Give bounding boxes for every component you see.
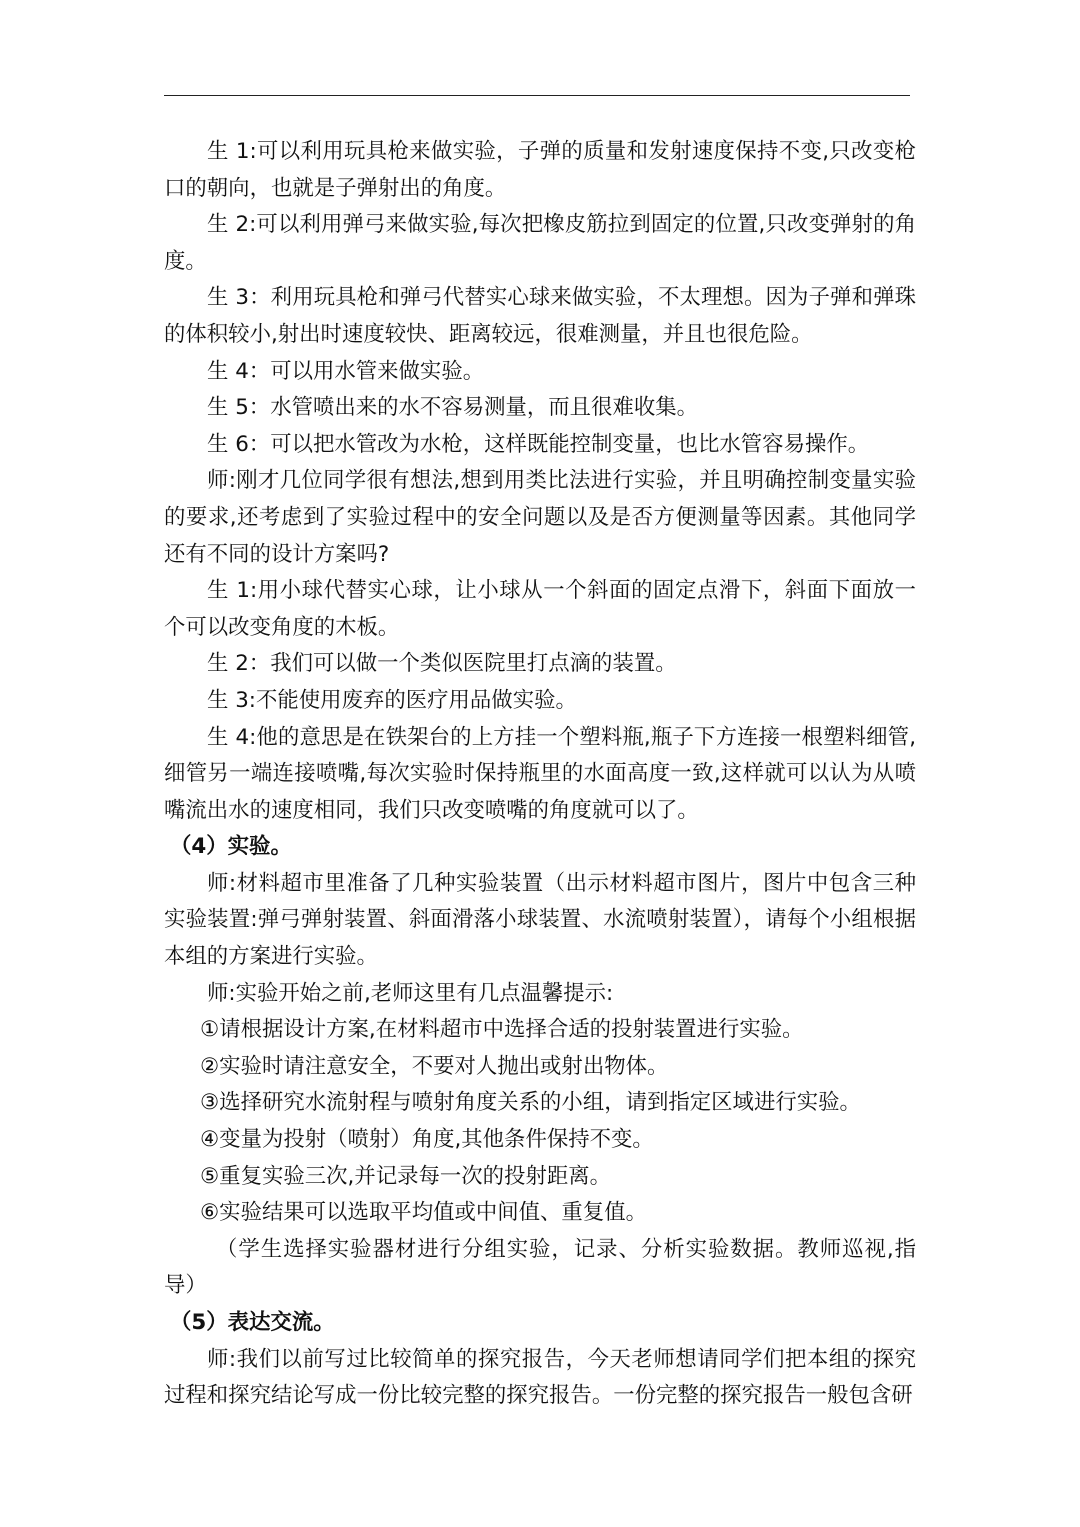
tip-item-3: ③选择研究水流射程与喷射角度关系的小组，请到指定区域进行实验。 bbox=[200, 1090, 861, 1116]
header-rule bbox=[164, 95, 910, 96]
tip-item-6: ⑥实验结果可以选取平均值或中间值、重复值。 bbox=[200, 1200, 647, 1226]
tip-item-5: ⑤重复实验三次,并记录每一次的投射距离。 bbox=[200, 1163, 612, 1189]
paragraph-student4-bottle-setup: 生 4:他的意思是在铁架台的上方挂一个塑料瓶,瓶子下方连接一根塑料细管,细管另一端连接喷嘴,每次实验时保持瓶里的水面高度一致,这样就可以认为从喷嘴流出水的速度相同，我们只改变喷嘴的角度就可以了。 bbox=[164, 724, 916, 823]
paragraph-student2-slingshot: 生 2:可以利用弹弓来做实验,每次把橡皮筋拉到固定的位置,只改变弹射的角度。 bbox=[164, 212, 916, 274]
paragraph-student3-not-ideal: 生 3：利用玩具枪和弹弓代替实心球来做实验，不太理想。因为子弹和弹珠的体积较小,射出时速度较快、距离较远，很难测量，并且也很危险。 bbox=[164, 285, 916, 347]
paragraph-student4-water-pipe: 生 4：可以用水管来做实验。 bbox=[207, 358, 485, 384]
paragraph-teacher-tips-intro: 师:实验开始之前,老师这里有几点温馨提示: bbox=[207, 980, 614, 1006]
section-heading-experiment: （4）实验。 bbox=[170, 834, 292, 860]
paragraph-teacher-comment: 师:刚才几位同学很有想法,想到用类比法进行实验，并且明确控制变量实验的要求,还考虑到了实验过程中的安全问题以及是否方便测量等因素。其他同学还有不同的设计方案吗? bbox=[164, 468, 916, 567]
paragraph-student1-toy-gun: 生 1:可以利用玩具枪来做实验，子弹的质量和发射速度保持不变,只改变枪口的朝向，也就是子弹射出的角度。 bbox=[164, 139, 916, 201]
paragraph-student5-hard-to-measure: 生 5：水管喷出来的水不容易测量，而且很难收集。 bbox=[207, 395, 699, 421]
section-heading-expression: （5）表达交流。 bbox=[170, 1310, 335, 1335]
paragraph-student-activity-note: （学生选择实验器材进行分组实验，记录、分析实验数据。教师巡视,指导） bbox=[164, 1236, 916, 1299]
paragraph-student3-no-medical-waste: 生 3:不能使用废弃的医疗用品做实验。 bbox=[207, 687, 577, 713]
paragraph-student2-drip-device: 生 2：我们可以做一个类似医院里打点滴的装置。 bbox=[207, 651, 677, 677]
tip-item-4: ④变量为投射（喷射）角度,其他条件保持不变。 bbox=[200, 1127, 654, 1153]
paragraph-student1-ball-slope: 生 1:用小球代替实心球，让小球从一个斜面的固定点滑下，斜面下面放一个可以改变角度的木板。 bbox=[164, 578, 916, 640]
tip-item-1: ①请根据设计方案,在材料超市中选择合适的投射装置进行实验。 bbox=[200, 1017, 804, 1043]
paragraph-student6-water-gun: 生 6：可以把水管改为水枪，这样既能控制变量，也比水管容易操作。 bbox=[207, 431, 870, 457]
paragraph-teacher-report: 师:我们以前写过比较简单的探究报告，今天老师想请同学们把本组的探究过程和探究结论写成一份比较完整的探究报告。一份完整的探究报告一般包含研 bbox=[164, 1346, 916, 1409]
tip-item-2: ②实验时请注意安全，不要对人抛出或射出物体。 bbox=[200, 1053, 669, 1079]
paragraph-teacher-materials: 师:材料超市里准备了几种实验装置（出示材料超市图片，图片中包含三种实验装置:弹弓弹射装置、斜面滑落小球装置、水流喷射装置），请每个小组根据本组的方案进行实验。 bbox=[164, 870, 916, 970]
document-body bbox=[164, 134, 916, 1415]
